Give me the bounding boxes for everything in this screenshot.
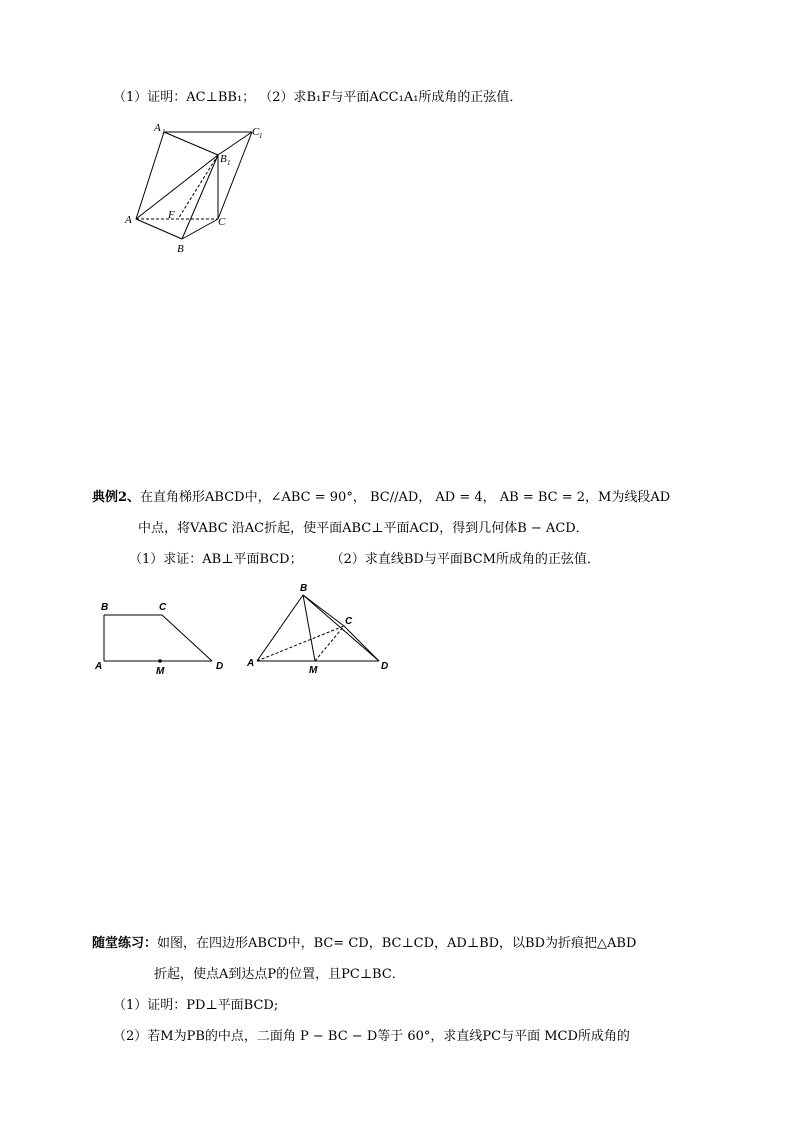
label-a: A <box>95 661 103 672</box>
practice-heading: 随堂练习： <box>92 936 158 951</box>
label-b: B <box>177 243 184 255</box>
label-m: M <box>309 665 318 676</box>
label-f: F <box>168 209 175 221</box>
edge-b-c <box>182 219 218 239</box>
label-c1: C <box>252 126 260 138</box>
edge-b-c <box>303 595 344 626</box>
edge-a1-b1 <box>164 132 218 155</box>
tetrahedron-figure <box>245 580 405 680</box>
label-d: D <box>381 661 389 672</box>
label-b: B <box>300 583 308 594</box>
example2-line2: 中点，将VABC 沿AC折起，使平面ABC⊥平面ACD，得到几何体B − ACD． <box>138 521 589 536</box>
label-c1-sub: 1 <box>259 132 263 140</box>
label-a1-sub: 1 <box>162 128 166 136</box>
label-m: M <box>156 666 165 677</box>
edge-c-d <box>344 626 379 661</box>
example2-q1: （1）求证：AB⊥平面BCD； <box>129 552 303 567</box>
label-a1: A <box>154 122 161 134</box>
edge-a-b <box>257 595 303 661</box>
label-b1: B <box>220 153 227 165</box>
example2-line1 <box>92 488 670 508</box>
example2-questions <box>129 550 600 570</box>
edge-c-d <box>162 615 212 661</box>
practice-q2: （2）若M为PB的中点，二面角 P − BC − D等于 60°，求直线PC与平面 MCD所成角的 <box>113 1029 630 1044</box>
label-a: A <box>247 658 255 669</box>
practice-line2: 折起，使点A到达点P的位置，且PC⊥BC． <box>154 967 405 982</box>
edge-a-b1 <box>136 155 218 219</box>
example2-heading: 典例2、 <box>92 490 141 505</box>
edge-a-a1 <box>136 132 164 219</box>
trapezoid-figure <box>92 598 232 678</box>
edge-b1-f-hidden <box>178 155 218 219</box>
edge-c1-c <box>218 132 252 219</box>
label-c: C <box>345 616 353 627</box>
point-m <box>158 659 162 663</box>
practice-line1 <box>92 934 636 954</box>
label-b1-sub: 1 <box>227 159 231 167</box>
label-b: B <box>101 602 109 613</box>
edge-c1-b1 <box>218 132 252 155</box>
edge-b1-b <box>182 155 218 239</box>
practice-text1: 如图，在四边形ABCD中，BC= CD，BC⊥CD，AD⊥BD，以BD为折痕把△ABD <box>157 936 637 951</box>
edge-a-b <box>136 219 182 239</box>
edge-m-c-hidden <box>315 626 344 661</box>
label-d: D <box>216 661 224 672</box>
practice-q1: （1）证明：PD⊥平面BCD; <box>113 998 279 1013</box>
edge-a-c-hidden <box>257 626 344 661</box>
edge-b-d <box>303 595 379 661</box>
example2-text1: 在直角梯形ABCD中，∠ABC = 90°， BC//AD， AD = 4， AB = BC = 2，M为线段AD <box>140 490 671 505</box>
label-a: A <box>125 214 132 226</box>
label-c: C <box>159 602 167 613</box>
prism-figure <box>120 120 263 255</box>
example2-q2: （2）求直线BD与平面BCM所成角的正弦值． <box>330 552 600 567</box>
edge-b-m <box>303 595 315 661</box>
label-c: C <box>218 216 226 228</box>
problem1-question-line: （1）证明：AC⊥BB₁； （2）求B₁F与平面ACC₁A₁所成角的正弦值． <box>113 90 523 105</box>
